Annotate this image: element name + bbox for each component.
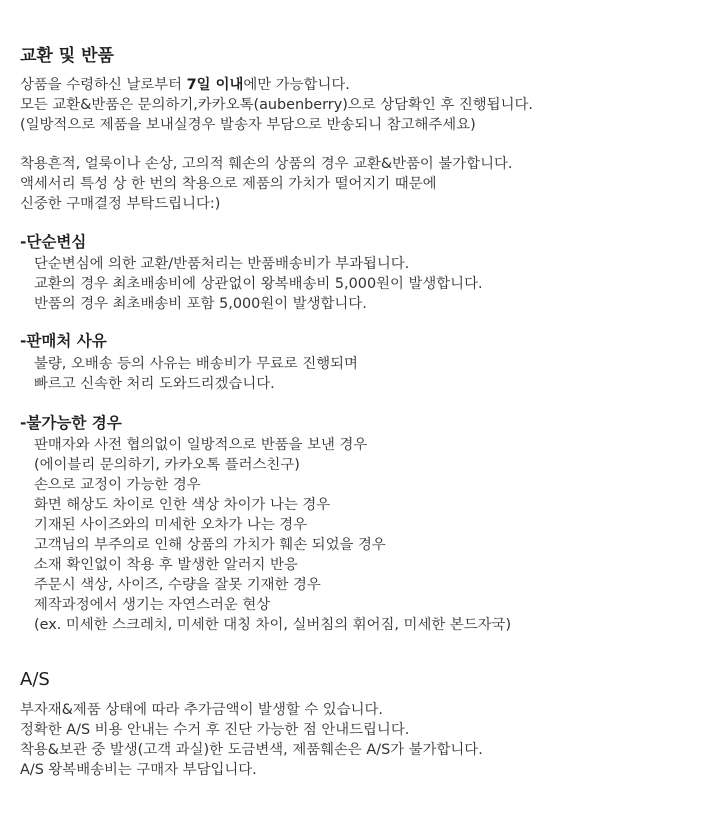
exchange-period-highlight: 7일 이내	[186, 77, 244, 93]
list-item: 기재된 사이즈와의 미세한 오차가 나는 경우	[34, 517, 308, 533]
list-item: 교환의 경우 최초배송비에 상관없이 왕복배송비 5,000원이 발생합니다.	[34, 276, 483, 292]
not-possible-title: -불가능한 경우	[20, 414, 122, 432]
not-possible-list	[20, 435, 511, 635]
list-item: 소재 확인없이 착용 후 발생한 알러지 반응	[34, 557, 298, 573]
list-item: 주문시 색상, 사이즈, 수량을 잘못 기재한 경우	[34, 577, 321, 593]
notice-line: 착용흔적, 얼룩이나 손상, 고의적 훼손의 상품의 경우 교환&반품이 불가합니다.	[20, 156, 513, 172]
as-list	[20, 700, 483, 780]
list-item: (ex. 미세한 스크레치, 미세한 대칭 차이, 실버침의 휘어짐, 미세한 본드자국)	[34, 617, 512, 633]
as-title: A/S	[20, 669, 50, 690]
list-item: 판매자와 사전 협의없이 일방적으로 반품을 보낸 경우	[34, 437, 368, 453]
list-item: (에이블리 문의하기, 카카오톡 플러스친구)	[34, 457, 300, 473]
list-item: 빠르고 신속한 처리 도와드리겠습니다.	[34, 376, 275, 392]
notice-line: 신중한 구매결정 부탁드립니다:)	[20, 196, 221, 212]
list-item: 정확한 A/S 비용 안내는 수거 후 진단 가능한 점 안내드립니다.	[20, 722, 410, 738]
list-item: 손으로 교정이 가능한 경우	[34, 477, 201, 493]
list-item: 부자재&제품 상태에 따라 추가금액이 발생할 수 있습니다.	[20, 702, 383, 718]
list-item: A/S 왕복배송비는 구매자 부담입니다.	[20, 762, 257, 778]
exchange-contact-line: 모든 교환&반품은 문의하기,카카오톡(aubenberry)으로 상담확인 후 진행됩니다.	[20, 97, 533, 113]
exchange-notice	[20, 154, 512, 214]
exchange-return-cost-line: (일방적으로 제품을 보내실경우 발송자 부담으로 반송되니 참고해주세요)	[20, 117, 476, 133]
exchange-period-prefix: 상품을 수령하신 날로부터	[20, 77, 187, 93]
simple-change-list	[20, 254, 483, 314]
list-item: 착용&보관 중 발생(고객 과실)한 도금변색, 제품훼손은 A/S가 불가합니다.	[20, 742, 483, 758]
exchange-period-suffix: 에만 가능합니다.	[243, 77, 350, 93]
seller-reason-title: -판매처 사유	[20, 332, 107, 350]
notice-line: 액세서리 특성 상 한 번의 착용으로 제품의 가치가 떨어지기 때문에	[20, 176, 437, 192]
list-item: 화면 해상도 차이로 인한 색상 차이가 나는 경우	[34, 497, 331, 513]
list-item: 불량, 오배송 등의 사유는 배송비가 무료로 진행되며	[34, 356, 358, 372]
list-item: 단순변심에 의한 교환/반품처리는 반품배송비가 부과됩니다.	[34, 256, 410, 272]
exchange-return-title: 교환 및 반품	[20, 46, 114, 66]
list-item: 반품의 경우 최초배송비 포함 5,000원이 발생합니다.	[34, 296, 367, 312]
exchange-intro	[20, 75, 533, 135]
list-item: 고객님의 부주의로 인해 상품의 가치가 훼손 되었을 경우	[34, 537, 386, 553]
simple-change-title: -단순변심	[20, 233, 87, 251]
exchange-period-line	[20, 75, 533, 95]
list-item: 제작과정에서 생기는 자연스러운 현상	[34, 597, 271, 613]
seller-reason-list	[20, 354, 358, 394]
